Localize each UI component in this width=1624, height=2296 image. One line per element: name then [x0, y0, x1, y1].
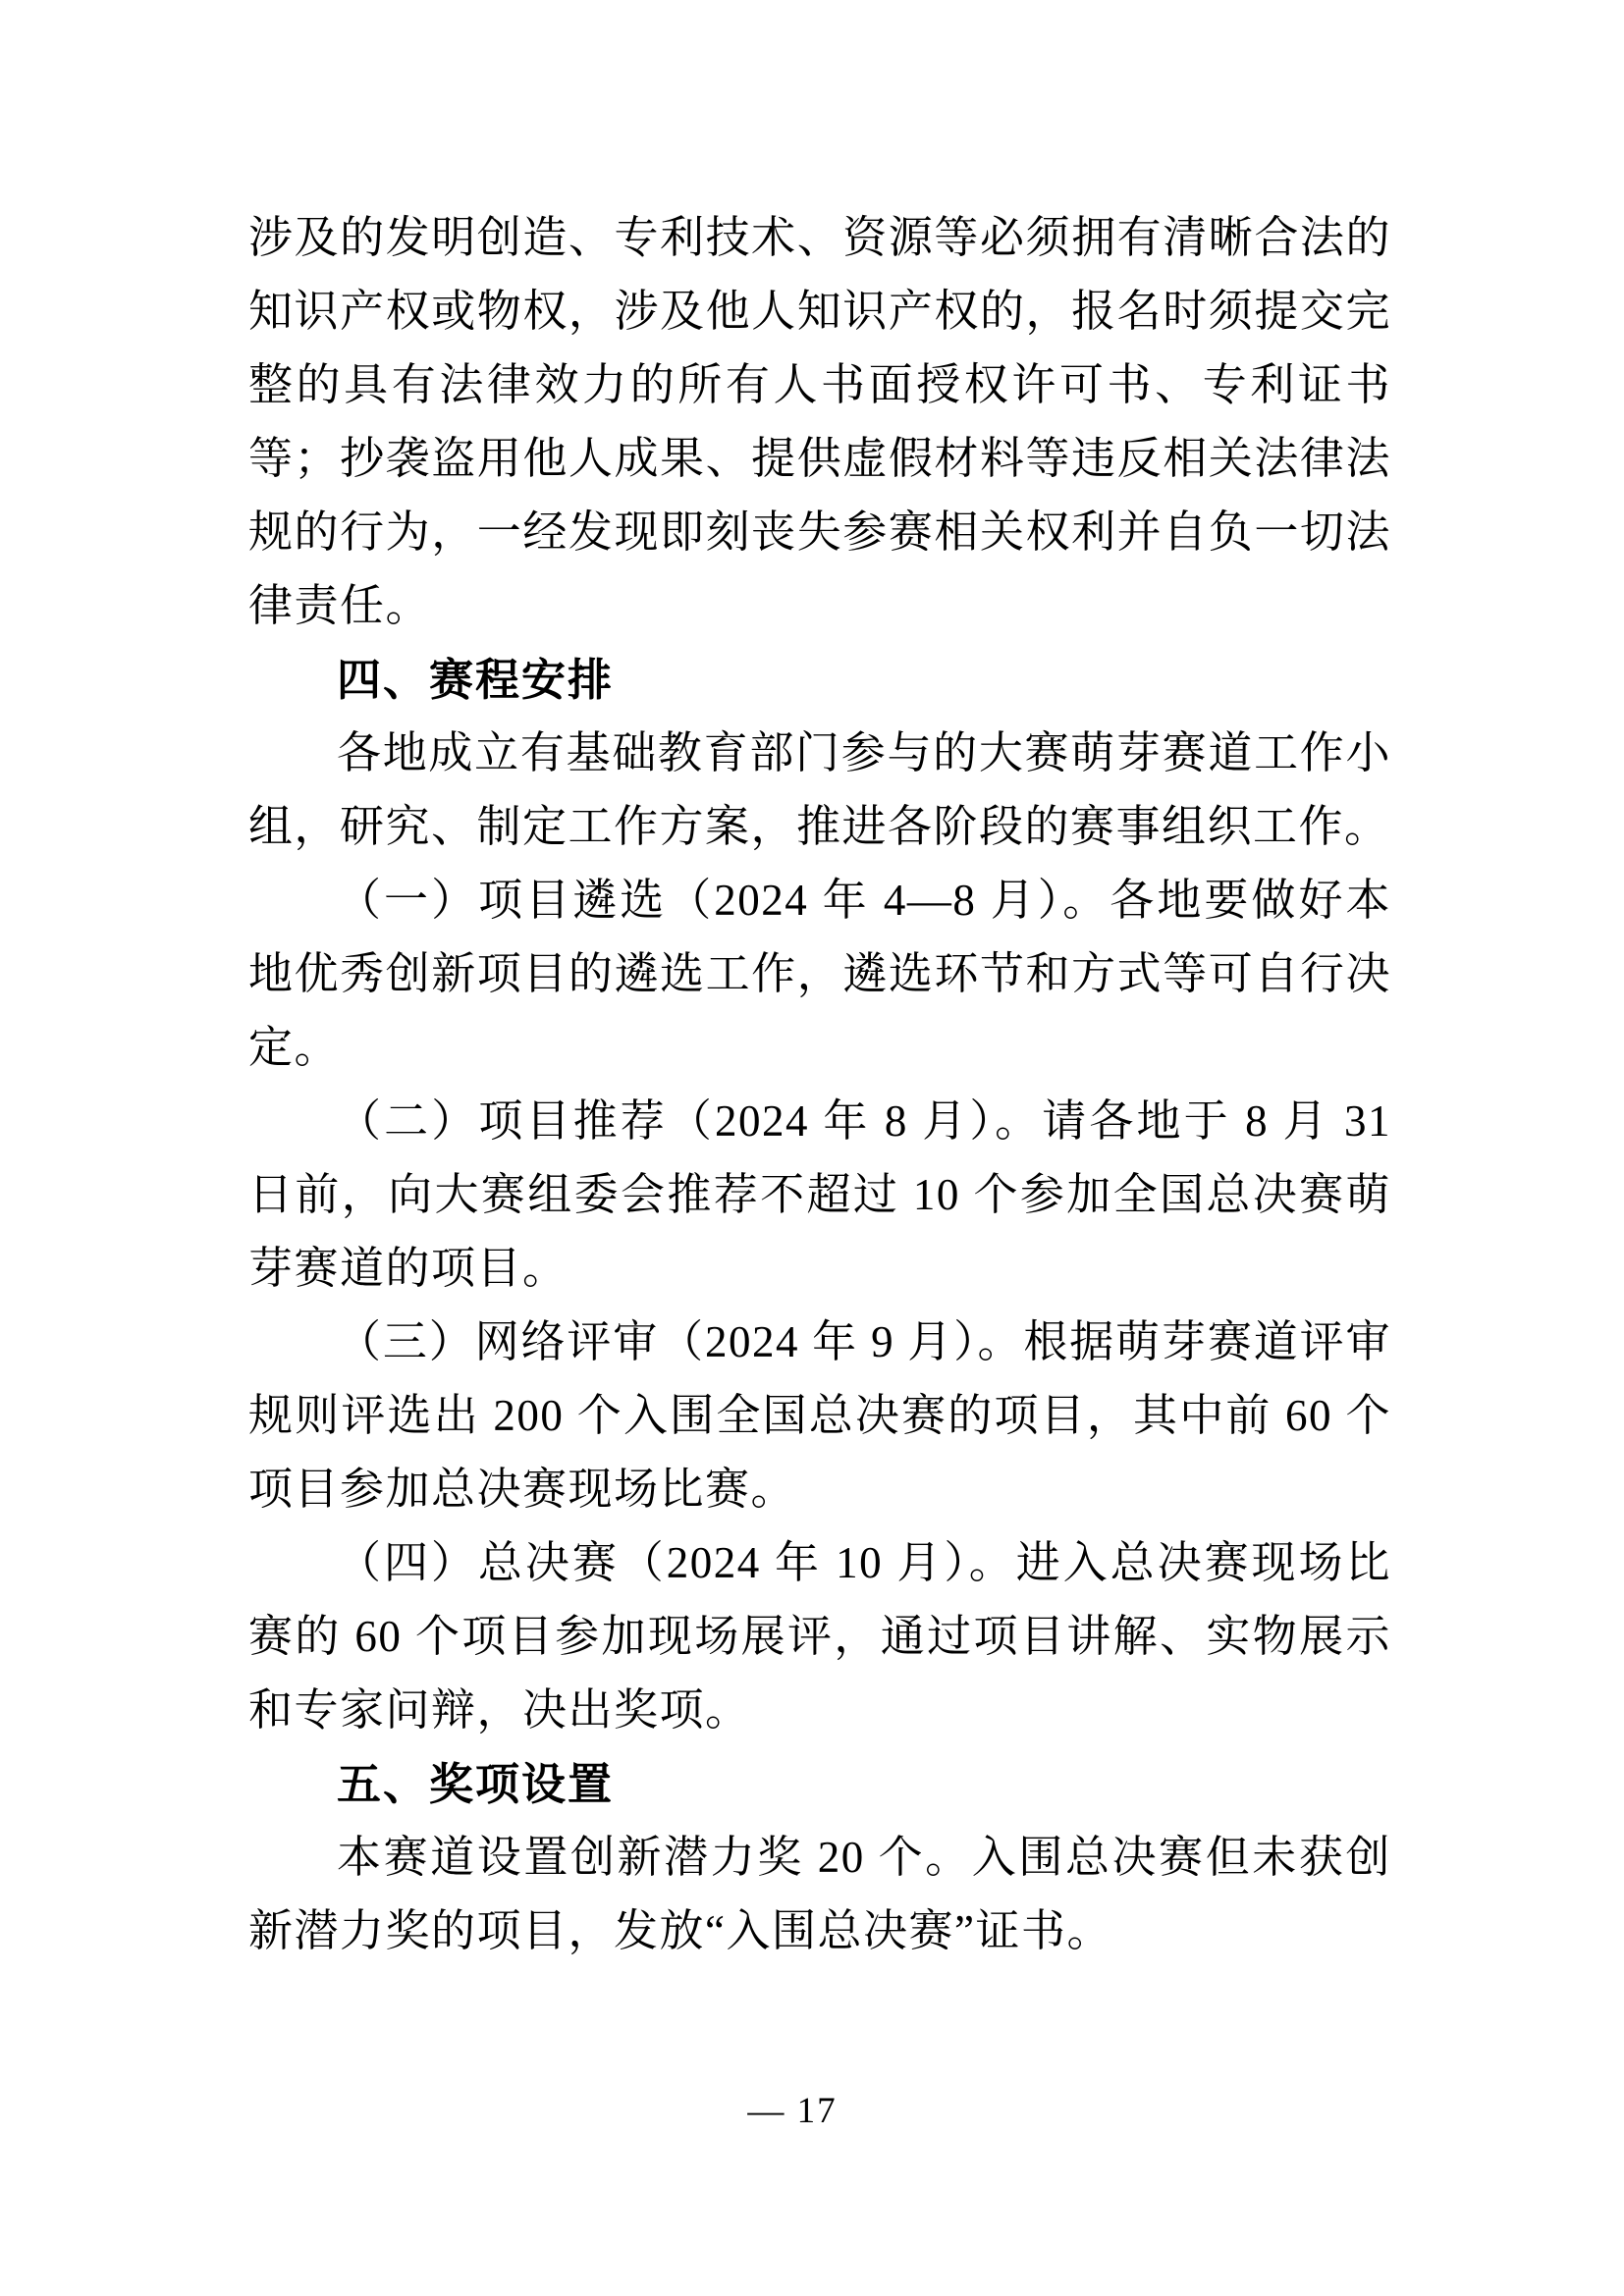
document-body [248, 201, 1391, 1968]
paragraph-project-recommendation: （二）项目推荐（2024 年 8 月）。请各地于 8 月 31 日前，向大赛组委会推荐不超过 10 个参加全国总决赛萌芽赛道的项目。 [248, 1096, 1391, 1293]
section-heading-schedule: 四、赛程安排 [337, 655, 615, 705]
paragraph-awards-setup: 本赛道设置创新潜力奖 20 个。入围总决赛但未获创新潜力奖的项目，发放“入围总决赛”证书。 [248, 1833, 1391, 1955]
section-heading-awards: 五、奖项设置 [337, 1759, 615, 1809]
paragraph-grand-final: （四）总决赛（2024 年 10 月）。进入总决赛现场比赛的 60 个项目参加现场展评，通过项目讲解、实物展示和专家问辩，决出奖项。 [248, 1538, 1391, 1735]
paragraph-ip-legal-liability: 涉及的发明创造、专利技术、资源等必须拥有清晰合法的知识产权或物权，涉及他人知识产权的，报名时须提交完整的具有法律效力的所有人书面授权许可书、专利证书等；抄袭盗用他人成果、提供虚假材料等违反相关法律法规的行为，一经发现即刻丧失参赛相关权利并自负一切法律责任。 [248, 213, 1391, 630]
paragraph-workgroup-setup: 各地成立有基础教育部门参与的大赛萌芽赛道工作小组，研究、制定工作方案，推进各阶段的赛事组织工作。 [248, 728, 1391, 851]
paragraph-project-selection: （一）项目遴选（2024 年 4—8 月）。各地要做好本地优秀创新项目的遴选工作，遴选环节和方式等可自行决定。 [248, 876, 1391, 1072]
paragraph-online-review: （三）网络评审（2024 年 9 月）。根据萌芽赛道评审规则评选出 200 个入围全国总决赛的项目，其中前 60 个项目参加总决赛现场比赛。 [248, 1317, 1391, 1514]
page-footer [0, 2087, 1585, 2136]
page-number: — 17 [747, 2091, 838, 2131]
